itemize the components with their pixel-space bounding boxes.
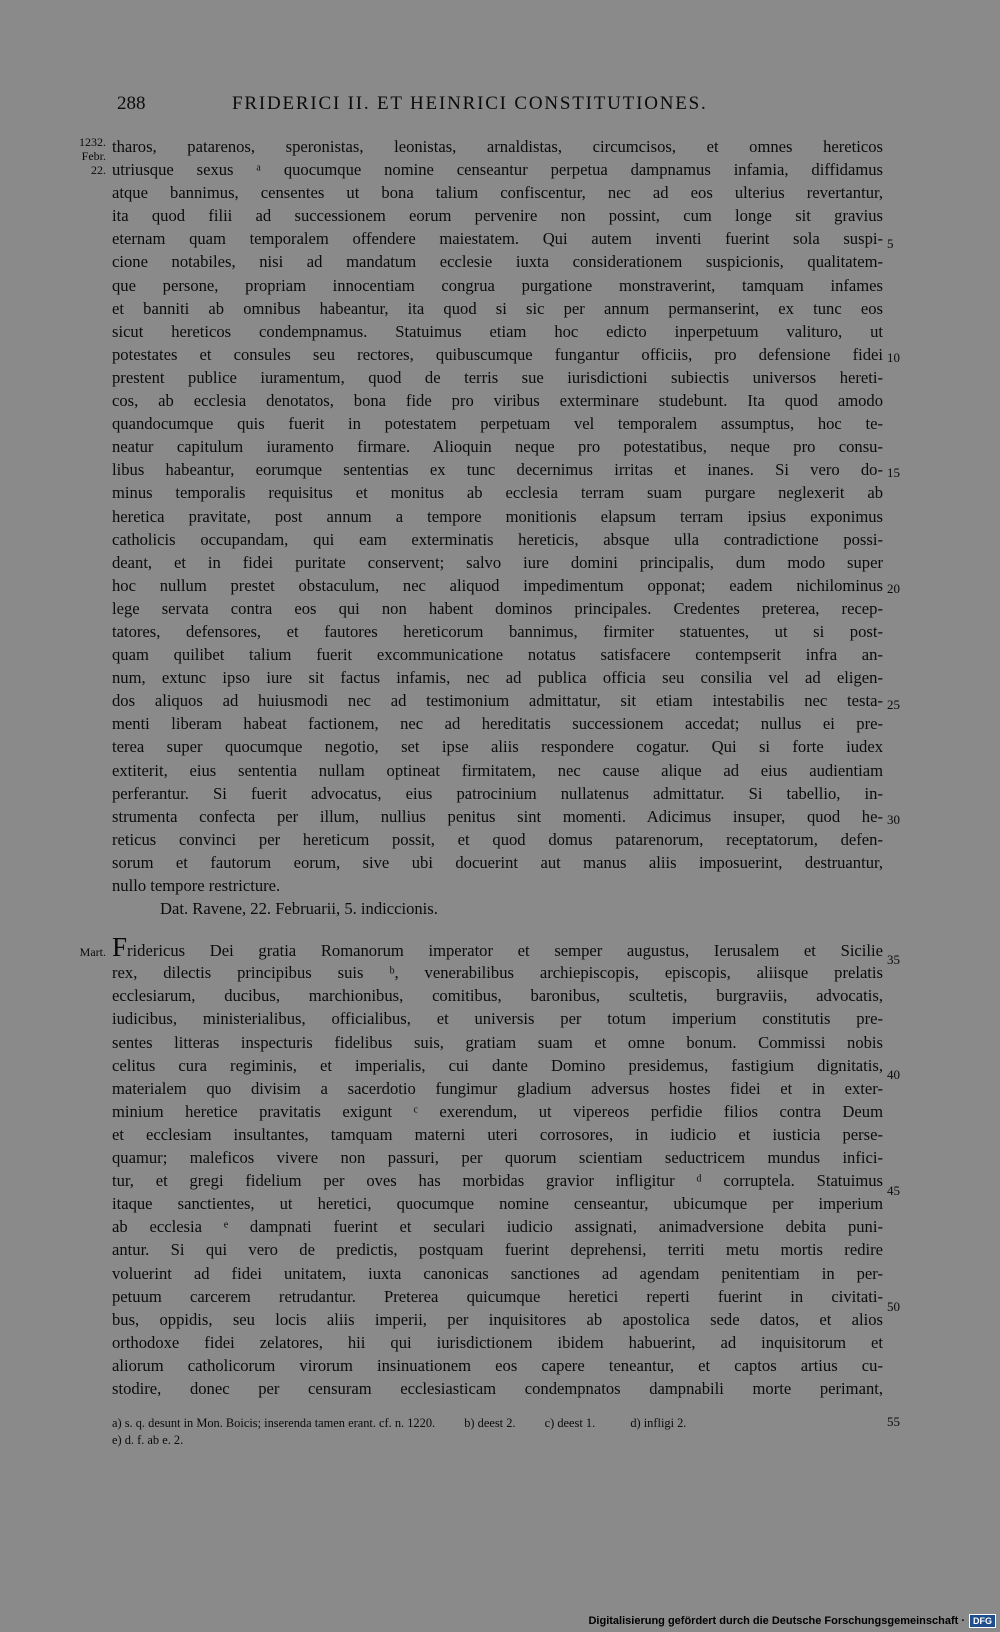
line-number-45: 45 (887, 1183, 900, 1198)
text-line: aliorum catholicorum virorum insinuationem eos capere teneantur, et captos artius cu- (112, 1355, 883, 1375)
line-number-50: 50 (887, 1299, 900, 1314)
text-line: orthodoxe fidei zelatores, hii qui iurisdictionem ibidem habuerint, ad inquisitorum et (112, 1332, 883, 1352)
text-line: ecclesiarum, ducibus, marchionibus, comitibus, baronibus, scultetis, burgraviis, advocatis, (112, 986, 883, 1006)
text-line: voluerint ad fidei unitatem, iuxta canonicas sanctiones ad agendam penitentiam in per- (112, 1263, 883, 1283)
text-line: quam quilibet talium fuerit excommunicatione notatus satisfacere contempserit infra an- (112, 645, 883, 665)
text-line: ita quod filii ad successionem eorum pervenire non possint, cum longe sit gravius (112, 206, 883, 226)
text-line: menti liberam habeat factionem, nec ad hereditatis successionem accedat; nullus ei pre- (112, 714, 883, 734)
text-line: catholicis occupandam, qui eam exterminatis hereticis, absque ulla contradictione possi- (112, 529, 883, 549)
section-2-text (112, 961, 883, 1400)
text-line: quandocumque quis fuerit in potestatem perpetuam vel temporalem assumptus, hoc te- (112, 414, 883, 434)
footnote-e: e) d. f. ab e. 2. (112, 1433, 184, 1447)
line-number-40: 40 (887, 1067, 900, 1082)
section-2-first-line (112, 932, 883, 963)
line-number-15: 15 (887, 465, 900, 480)
text-line: celitus cura regiminis, et imperialis, cui dante Domino presidemus, fastigium dignitatis, (112, 1055, 883, 1075)
text-line: atque bannimus, censentes ut bona talium confiscentur, nec ad eos ulterius revertantur, (112, 183, 883, 203)
body-text (112, 135, 883, 1400)
section-2-first-line-text: ridericus Dei gratia Romanorum imperator et semper augustus, Ierusalem et Sicilie (127, 941, 883, 961)
text-line: ab ecclesia ᵉ dampnati fuerint et seculari iudicio assignati, animadversione debita puni- (112, 1217, 883, 1237)
line-number-10: 10 (887, 350, 900, 365)
text-line: neatur capitulum iuramento firmare. Alioquin neque pro potestatibus, neque pro consu- (112, 437, 883, 457)
text-line: sicut hereticos condempnamus. Statuimus etiam hoc edicto inperpetuum valituro, ut (112, 321, 883, 341)
text-line: petuum carcerem retrudantur. Preterea quicumque heretici reperti fuerint in civitati- (112, 1286, 883, 1306)
text-line: lege servata contra eos qui non habent dominos principales. Credentes preterea, recep- (112, 598, 883, 618)
text-line: eternam quam temporalem offendere maiestatem. Qui autem inventi fuerint sola suspi- (112, 229, 883, 249)
text-line: et banniti ab omnibus habeantur, ita quod si sic per annum permanserint, ex tunc eos (112, 298, 883, 318)
text-line: antur. Si qui vero de predictis, postquam fuerint deprehensi, territi metu mortis redire (112, 1240, 883, 1260)
footnote-row-2 (112, 1432, 912, 1449)
footnote-row-1 (112, 1415, 912, 1432)
footnote-b: b) deest 2. (464, 1416, 516, 1430)
text-line: reticus convinci per hereticum possit, et quod domus patarenorum, receptatorum, defen- (112, 829, 883, 849)
text-line: tharos, patarenos, speronistas, leonistas, arnaldistas, circumcisos, et omnes hereticos (112, 137, 883, 156)
text-line: minus temporalis requisitus et monitus ab ecclesia terram suam purgare neglexerit ab (112, 483, 883, 503)
text-line: tur, et gregi fidelium per oves has morbidas gravior infligitur ᵈ corruptela. Statuimus (112, 1171, 883, 1191)
line-number-55: 55 (887, 1414, 900, 1429)
footnote-c: c) deest 1. (544, 1416, 596, 1430)
text-line: extiterit, eius sententia nullam optineat firmitatem, nec cause alique ad eius audientiam (112, 760, 883, 780)
text-line: et ecclesiam insultantes, tamquam materni uteri corrosores, in iudicio et iusticia perse- (112, 1124, 883, 1144)
text-line: cione notabiles, nisi ad mandatum ecclesie iuxta considerationem suspicionis, qualitatem- (112, 252, 883, 272)
text-line: heretica pravitate, post annum a tempore monitionis elapsum terram ipsius exponimus (112, 506, 883, 526)
text-line: nullo tempore restricture. (112, 876, 281, 895)
text-line: libus habeantur, eorumque sententias ex tunc decernimus irritas et inanes. Si vero do- (112, 460, 883, 480)
text-line: hoc nullum prestet obstaculum, nec aliquod impedimentum opponat; eadem nichilominus (112, 575, 883, 595)
line-number-30: 30 (887, 812, 900, 827)
funding-footer (588, 1612, 996, 1630)
text-line: bus, oppidis, seu locis aliis imperii, per inquisitores ab apostolica sede datos, et alios (112, 1309, 883, 1329)
page-header (112, 93, 882, 123)
text-line: potestates et consules seu rectores, quibuscumque fungantur officiis, pro defensione fidei (112, 344, 883, 364)
text-line: quamur; maleficos vivere non passuri, per quorum scientiam seductricem mundus infici- (112, 1148, 883, 1168)
text-line: rex, dilectis principibus suis ᵇ, venerabilibus archiepiscopis, episcopis, aliisque prelatis (112, 963, 883, 983)
text-line: minium heretice pravitatis exigunt ᶜ exerendum, ut vipereos perfidie filios contra Deum (112, 1101, 883, 1121)
section-gap (112, 920, 883, 938)
text-line: prestent publice iuramentum, quod de terris sue iurisdictioni subiectis universos hereti- (112, 367, 883, 387)
text-line: iudicibus, ministerialibus, officialibus, et universis per totum imperium constitutis pre- (112, 1009, 883, 1029)
funding-text: Digitalisierung gefördert durch die Deutsche Forschungsgemeinschaft · (588, 1615, 965, 1627)
text-line: dos aliquos ad huiusmodi nec ad testimonium admittatur, sit etiam intestabilis nec testa- (112, 691, 883, 711)
text-line: strumenta confecta per illum, nullius penitus sint momenti. Adicimus insuper, quod he- (112, 806, 883, 826)
initial-letter: F (112, 932, 128, 963)
dating-clause: Dat. Ravene, 22. Februarii, 5. indiccionis. (160, 899, 438, 919)
text-line: sorum et fautorum eorum, sive ubi docuerint aut manus aliis imposuerint, destruantur, (112, 852, 883, 872)
margin-day: 22. (91, 163, 106, 177)
text-line: cos, ab ecclesia denotatos, bona fide pro viribus exterminare studebunt. Ita quod amodo (112, 391, 883, 411)
line-number-25: 25 (887, 697, 900, 712)
text-line: stodire, donec per censuram ecclesiasticam condempnatos dampnabili morte perimant, (112, 1378, 883, 1398)
text-line: sentes litteras inspecturis fidelibus suis, gratiam suam et omne bonum. Commissi nobis (112, 1032, 883, 1052)
text-line: materialem quo divisim a sacerdotio fungimur gladium adversus hostes fidei et in exter- (112, 1078, 883, 1098)
page-number: 288 (117, 93, 146, 114)
dfg-logo: DFG (969, 1614, 996, 1628)
text-line: deant, et in fidei puritate conservent; salvo iure domini principalis, dum modo super (112, 552, 883, 572)
text-line: num, extunc ipso iure sit factus infamis, nec ad publica officia seu consilia vel ad eligen- (112, 668, 883, 688)
text-line: itaque sanctientes, ut heretici, quocumque nomine censeantur, ubicumque per imperium (112, 1194, 883, 1214)
margin-month-mart: Mart. (79, 945, 106, 959)
text-line: utriusque sexus ᵃ quocumque nomine censeantur perpetua dampnamus infamia, diffidamus (112, 160, 883, 180)
margin-month: Febr. (81, 149, 106, 163)
running-title: FRIDERICI II. ET HEINRICI CONSTITUTIONES. (232, 93, 708, 114)
margin-year: 1232. (79, 135, 106, 149)
line-number-35: 35 (887, 952, 900, 967)
section-1-text (112, 135, 883, 897)
text-line: perferantur. Si fuerit advocatus, eius patrocinium nullatenus admittatur. Si tabellio, in- (112, 783, 883, 803)
line-number-20: 20 (887, 581, 900, 596)
footnote-a: a) s. q. desunt in Mon. Boicis; inserenda tamen erant. cf. n. 1220. (112, 1416, 436, 1430)
line-number-5: 5 (887, 236, 894, 251)
footnote-d: d) infligi 2. (630, 1416, 687, 1430)
text-line: que persone, propriam innocentiam congrua purgatione monstraverint, tamquam infames (112, 275, 883, 295)
text-line: tatores, defensores, et fautores hereticorum bannimus, firmiter statuentes, ut si post- (112, 621, 883, 641)
footnotes (112, 1415, 912, 1449)
text-line: terea super quocumque negotio, set ipse aliis respondere cogatur. Qui si forte iudex (112, 737, 883, 757)
